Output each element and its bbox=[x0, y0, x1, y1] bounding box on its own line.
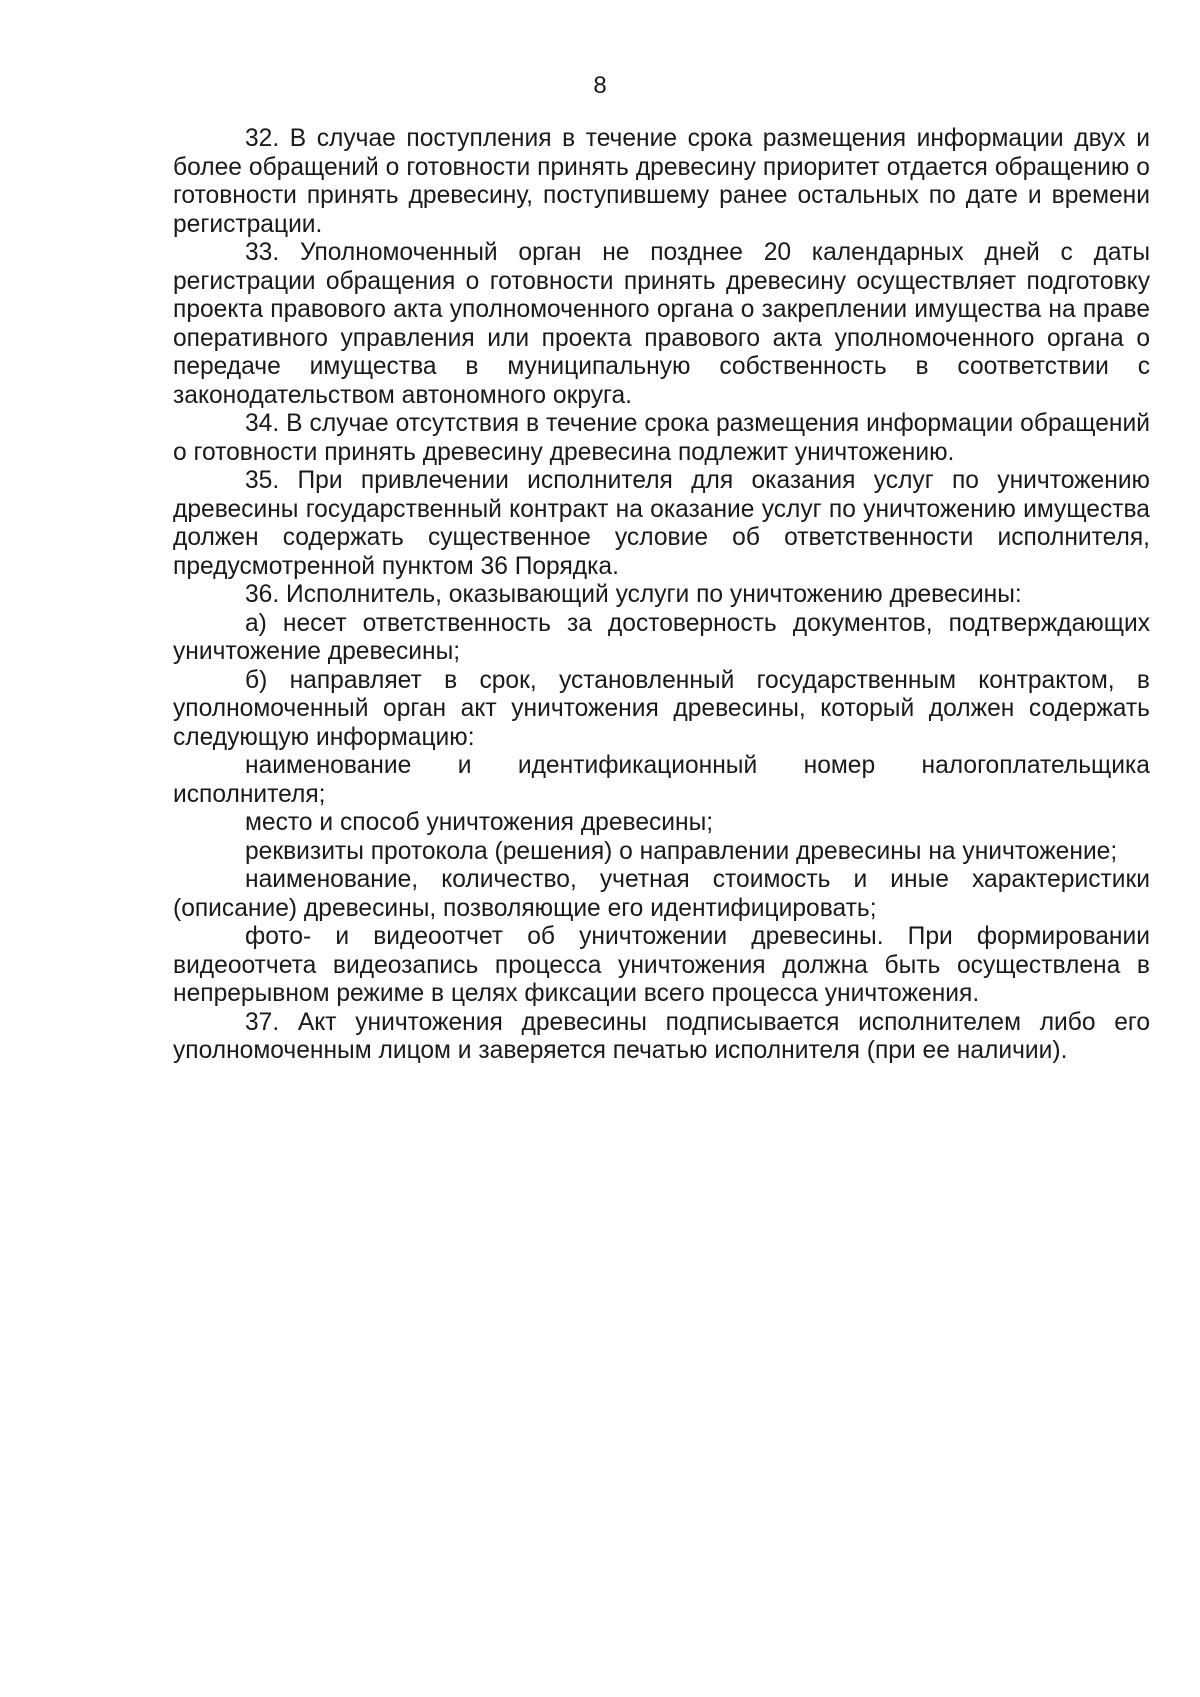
list-item-wood-description: наименование, количество, учетная стоимость и иные характеристики (описание) древесины, позволяющие его идентифицировать; bbox=[173, 866, 1150, 922]
list-item-place-method: место и способ уничтожения древесины; bbox=[245, 809, 714, 836]
paragraph-33: 33. Уполномоченный орган не позднее 20 календарных дней с даты регистрации обращения о готовности принять древесину осуществляет подготовку проекта правового акта уполномоченного органа о закреплении имущества на праве оперативного управления или проекта правового акта уполномоченного органа о передаче имущества в муниципальную собственность в соответствии с законодательством автономного округа. bbox=[173, 239, 1150, 409]
list-item-protocol-details: реквизиты протокола (решения) о направлении древесины на уничтожение; bbox=[245, 837, 1118, 865]
paragraph-35: 35. При привлечении исполнителя для оказания услуг по уничтожению древесины государственный контракт на оказание услуг по уничтожению имущества должен содержать существенное условие об ответственности исполнителя, предусмотренной пунктом 36 Порядка. bbox=[173, 467, 1150, 580]
paragraph-32: 32. В случае поступления в течение срока размещения информации двух и более обращений о готовности принять древесину приоритет отдается обращению о готовности принять древесину, поступившему ранее остальных по дате и времени регистрации. bbox=[173, 125, 1150, 238]
list-item-taxpayer-id: наименование и идентификационный номер налогоплательщика исполнителя; bbox=[173, 752, 1150, 808]
list-item-photo-video-report: фото- и видеоотчет об уничтожении древесины. При формировании видеоотчета видеозапись процесса уничтожения должна быть осуществлена в непрерывном режиме в целях фиксации всего процесса уничтожения. bbox=[173, 923, 1150, 1007]
paragraph-34: 34. В случае отсутствия в течение срока размещения информации обращений о готовности принять древесину древесина подлежит уничтожению. bbox=[173, 410, 1150, 466]
paragraph-37: 37. Акт уничтожения древесины подписывается исполнителем либо его уполномоченным лицом и заверяется печатью исполнителя (при ее наличии). bbox=[173, 1008, 1150, 1064]
paragraph-36: 36. Исполнитель, оказывающий услуги по уничтожению древесины: bbox=[245, 581, 1022, 608]
paragraph-36-a: а) несет ответственность за достоверность документов, подтверждающих уничтожение древесины; bbox=[173, 609, 1150, 665]
page-number: 8 bbox=[593, 72, 607, 99]
document-body bbox=[173, 125, 1150, 1066]
paragraph-36-b: б) направляет в срок, установленный государственным контрактом, в уполномоченный орган акт уничтожения древесины, который должен содержать следующую информацию: bbox=[173, 666, 1150, 751]
